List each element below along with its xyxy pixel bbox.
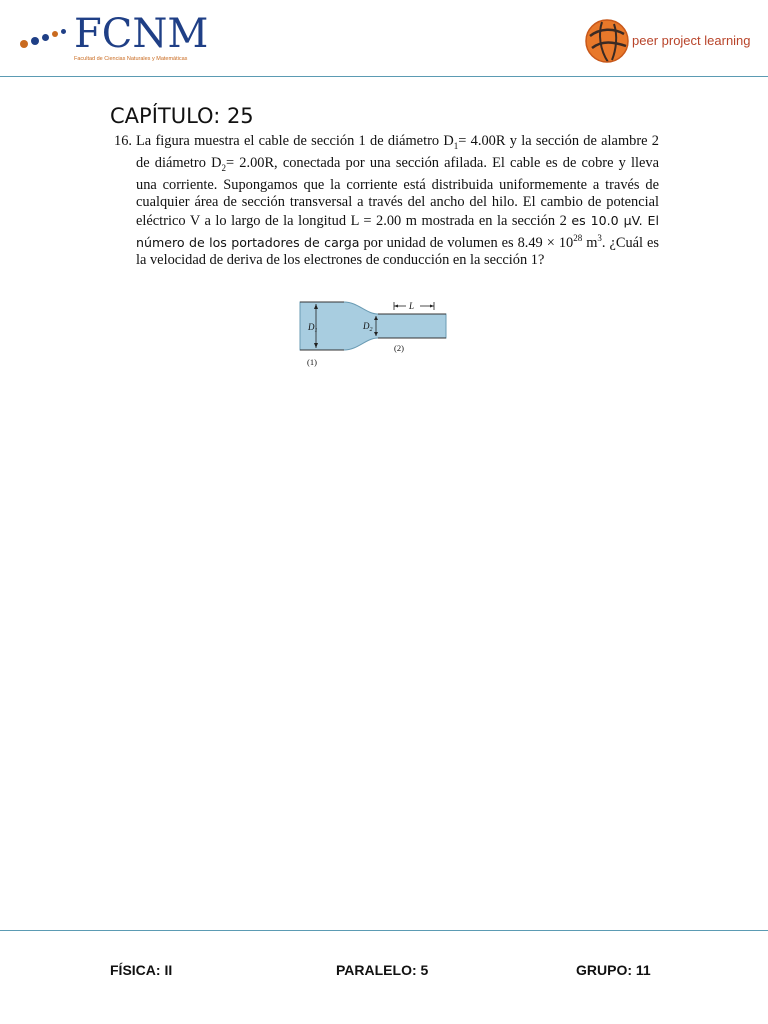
problem-number: 16. xyxy=(114,133,132,149)
fcnm-logo-text: FCNM xyxy=(74,11,209,57)
footer-group: GRUPO: 11 xyxy=(576,962,651,978)
footer-parallel: PARALELO: 5 xyxy=(336,962,429,978)
problem-16 xyxy=(114,133,659,269)
page-header xyxy=(0,0,768,76)
section-1-label: (1) xyxy=(307,357,317,367)
fcnm-logo-subtitle: Facultad de Ciencias Naturales y Matemáticas xyxy=(74,56,188,62)
section-2-label: (2) xyxy=(394,343,404,353)
header-divider xyxy=(0,76,768,77)
wire-figure xyxy=(296,296,456,372)
globe-icon xyxy=(584,18,630,64)
ppl-logo-text: peer project learning xyxy=(632,33,751,48)
footer-subject: FÍSICA: II xyxy=(110,962,173,978)
peer-project-learning-logo xyxy=(580,18,760,68)
dots-icon xyxy=(18,26,78,56)
l-label: L xyxy=(409,301,415,311)
fcnm-logo xyxy=(18,11,218,68)
wire-body xyxy=(300,302,446,350)
chapter-title: CAPÍTULO: 25 xyxy=(110,104,254,128)
d1-label: $D_1$ xyxy=(308,322,318,334)
problem-text: La figura muestra el cable de sección 1 de diámetro $D_1= 4.00R$ y la sección de alambre 2 de diámetro $D_2= 2.00R$, conectada por una sección afilada. El cable es de cobre y lleva una corriente. Supongamos que la corriente está distribuida uniformemente a través de cualquier área de sección transversal a través del ancho del hilo. El cambio de potencial eléctrico V a lo largo de la longitud L = 2.00 m mostrada en la sección 2 es 10.0 μV. El número de los portadores de carga por unidad de volumen es $8.49 \times 10^{28}$ $m^3$. ¿Cuál es la velocidad de deriva de los electrones de conducción en la sección 1? xyxy=(136,133,659,268)
footer-divider xyxy=(0,930,768,931)
d2-label: $D_2$ xyxy=(363,321,373,333)
wire-diagram xyxy=(296,296,456,372)
